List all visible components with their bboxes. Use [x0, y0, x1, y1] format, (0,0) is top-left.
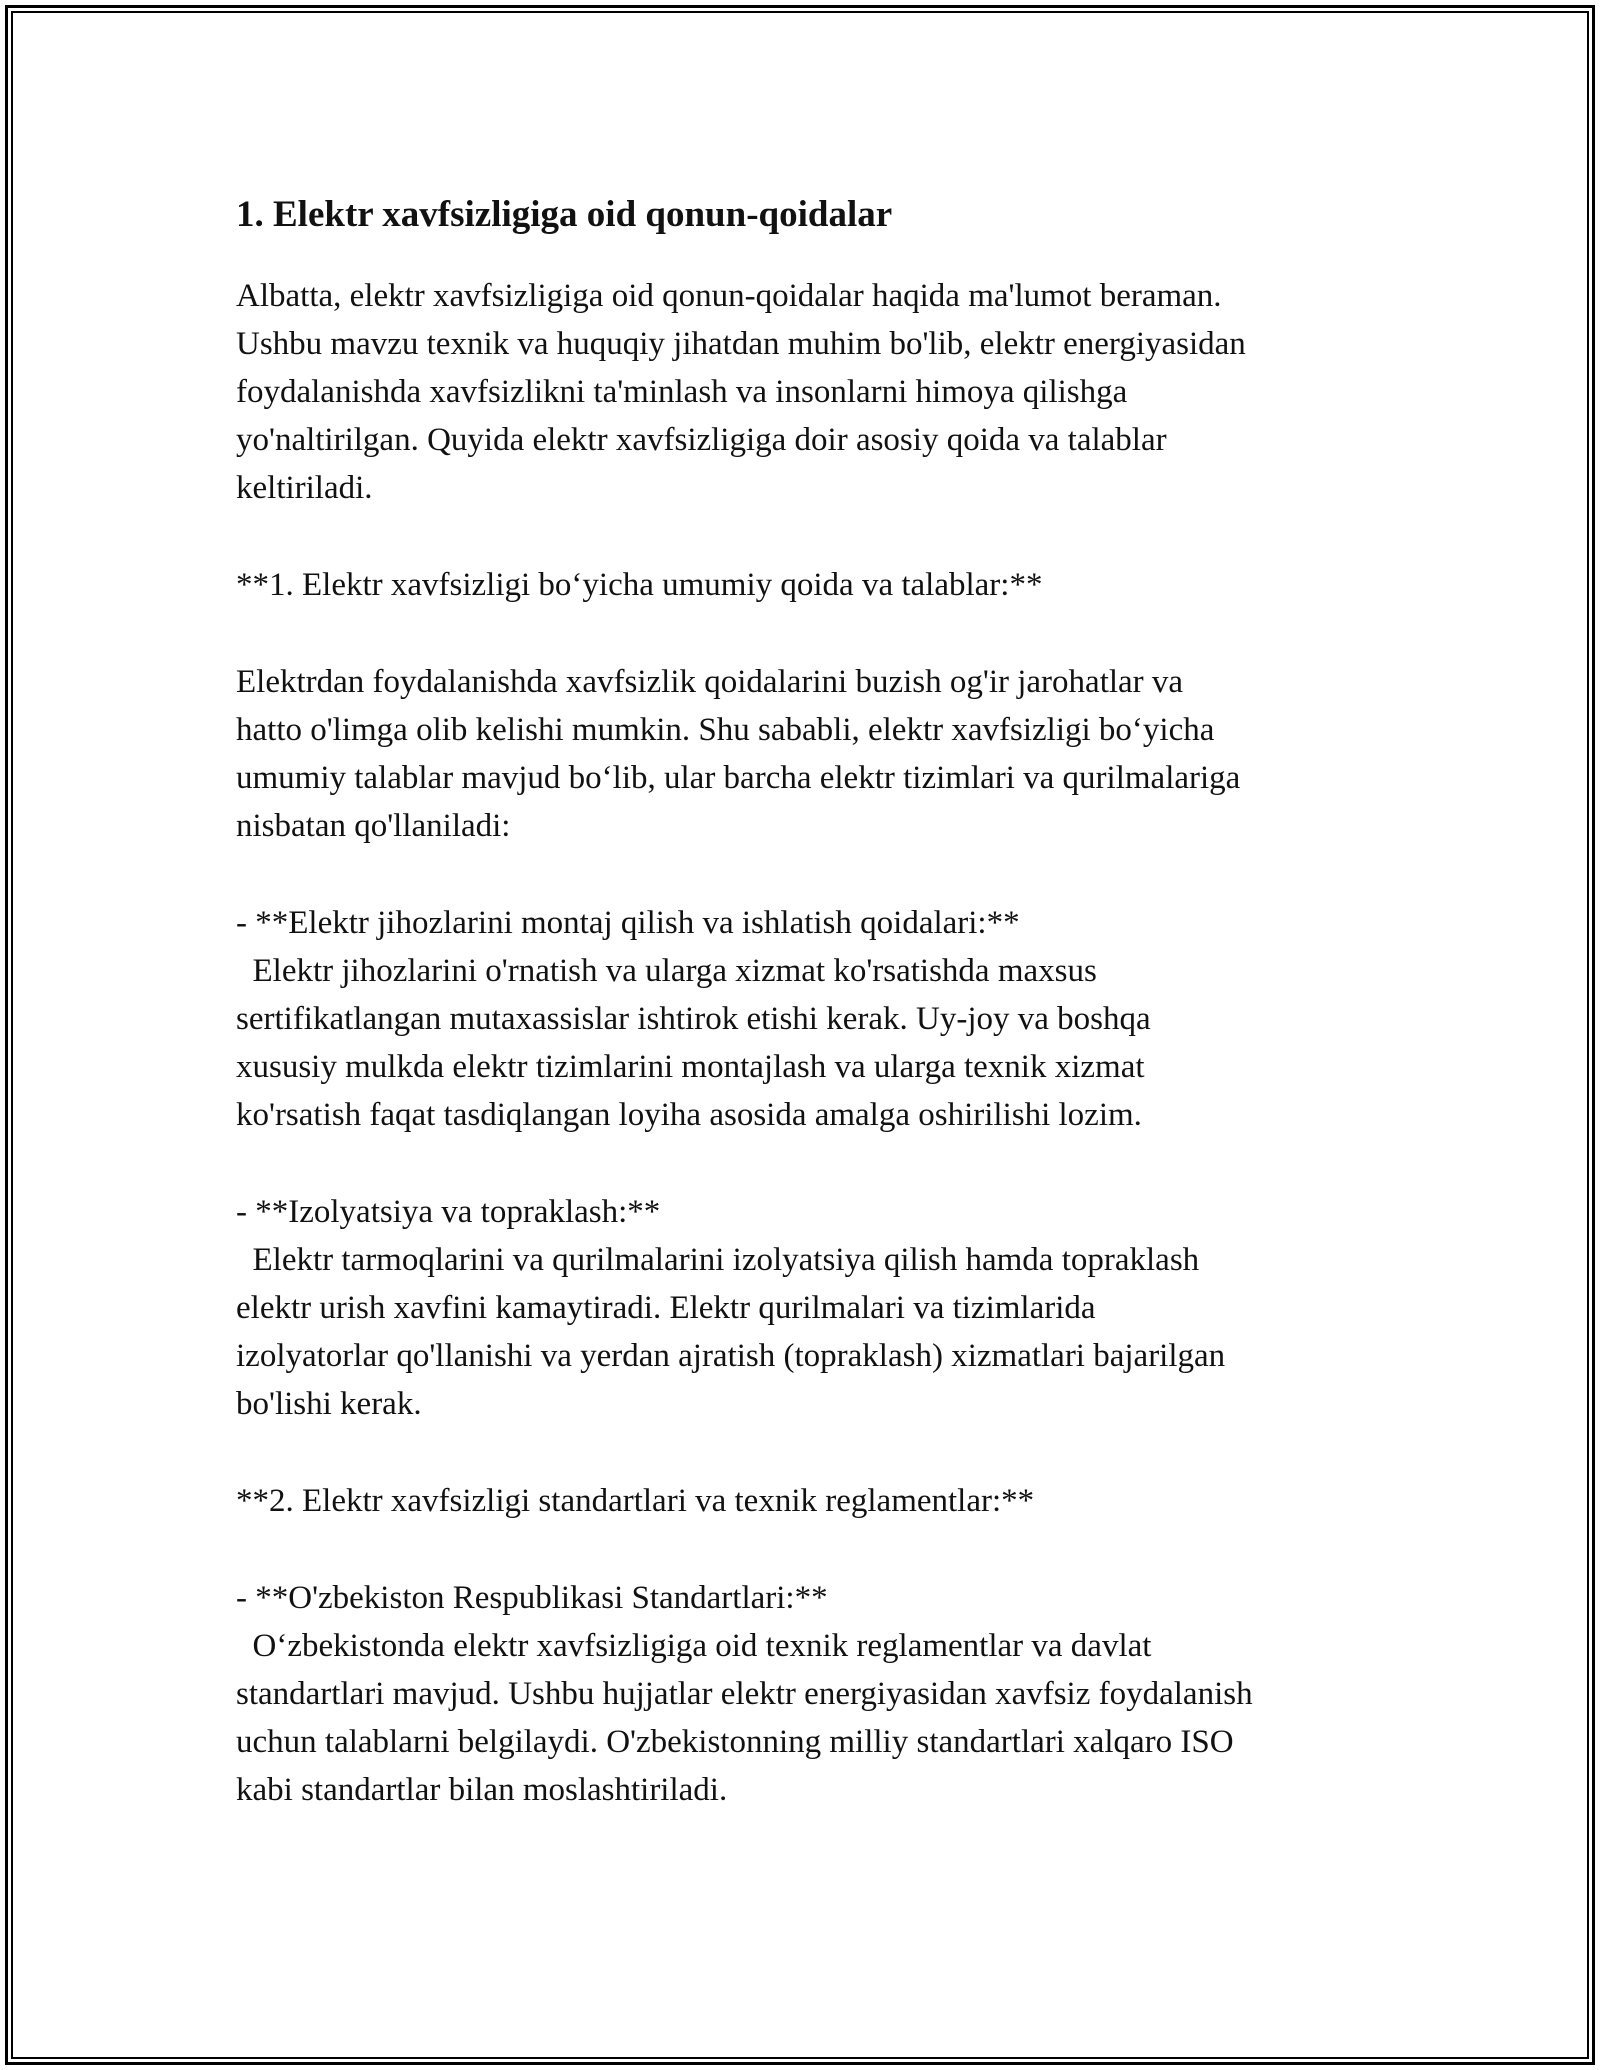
list-item-heading: - **O'zbekiston Respublikasi Standartlari:**: [236, 1580, 828, 1616]
paragraph-line: umumiy talablar mavjud bo‘lib, ular barcha elektr tizimlari va qurilmalariga: [236, 760, 1241, 796]
intro-line: yo'naltirilgan. Quyida elektr xavfsizligiga doir asosiy qoida va talablar: [236, 422, 1167, 458]
paragraph-line: Elektrdan foydalanishda xavfsizlik qoidalarini buzish og'ir jarohatlar va: [236, 664, 1184, 700]
list-item-line: Elektr jihozlarini o'rnatish va ularga xizmat ko'rsatishda maxsus: [236, 953, 1097, 989]
list-item-line: sertifikatlangan mutaxassislar ishtirok etishi kerak. Uy-joy va boshqa: [236, 1001, 1151, 1037]
list-item-line: izolyatorlar qo'llanishi va yerdan ajratish (topraklash) xizmatlari bajarilgan: [236, 1338, 1226, 1374]
list-item-line: ko'rsatish faqat tasdiqlangan loyiha asosida amalga oshirilishi lozim.: [236, 1097, 1142, 1133]
list-item-line: uchun talablarni belgilaydi. O'zbekistonning milliy standartlari xalqaro ISO: [236, 1724, 1234, 1760]
paragraph-line: hatto o'limga olib kelishi mumkin. Shu sababli, elektr xavfsizligi bo‘yicha: [236, 712, 1215, 748]
intro-line: Albatta, elektr xavfsizligiga oid qonun-qoidalar haqida ma'lumot beraman.: [236, 278, 1222, 314]
section-heading: **2. Elektr xavfsizligi standartlari va texnik reglamentlar:**: [236, 1483, 1035, 1519]
intro-line: foydalanishda xavfsizlikni ta'minlash va insonlarni himoya qilishga: [236, 374, 1128, 410]
intro-line: keltiriladi.: [236, 470, 373, 506]
document-title: 1. Elektr xavfsizligiga oid qonun-qoidalar: [236, 194, 893, 235]
list-item-line: standartlari mavjud. Ushbu hujjatlar elektr energiyasidan xavfsiz foydalanish: [236, 1676, 1253, 1712]
list-item-line: Elektr tarmoqlarini va qurilmalarini izolyatsiya qilish hamda topraklash: [236, 1242, 1200, 1278]
list-item-line: O‘zbekistonda elektr xavfsizligiga oid texnik reglamentlar va davlat: [236, 1628, 1152, 1664]
list-item-line: xususiy mulkda elektr tizimlarini montajlash va ularga texnik xizmat: [236, 1049, 1145, 1085]
paragraph-line: nisbatan qo'llaniladi:: [236, 808, 511, 844]
list-item-line: kabi standartlar bilan moslashtiriladi.: [236, 1772, 728, 1808]
list-item-line: bo'lishi kerak.: [236, 1386, 422, 1422]
section-heading: **1. Elektr xavfsizligi bo‘yicha umumiy qoida va talablar:**: [236, 567, 1043, 603]
list-item-line: elektr urish xavfini kamaytiradi. Elektr qurilmalari va tizimlarida: [236, 1290, 1096, 1326]
list-item-heading: - **Izolyatsiya va topraklash:**: [236, 1194, 661, 1230]
intro-line: Ushbu mavzu texnik va huquqiy jihatdan muhim bo'lib, elektr energiyasidan: [236, 326, 1246, 362]
list-item-heading: - **Elektr jihozlarini montaj qilish va ishlatish qoidalari:**: [236, 905, 1020, 941]
